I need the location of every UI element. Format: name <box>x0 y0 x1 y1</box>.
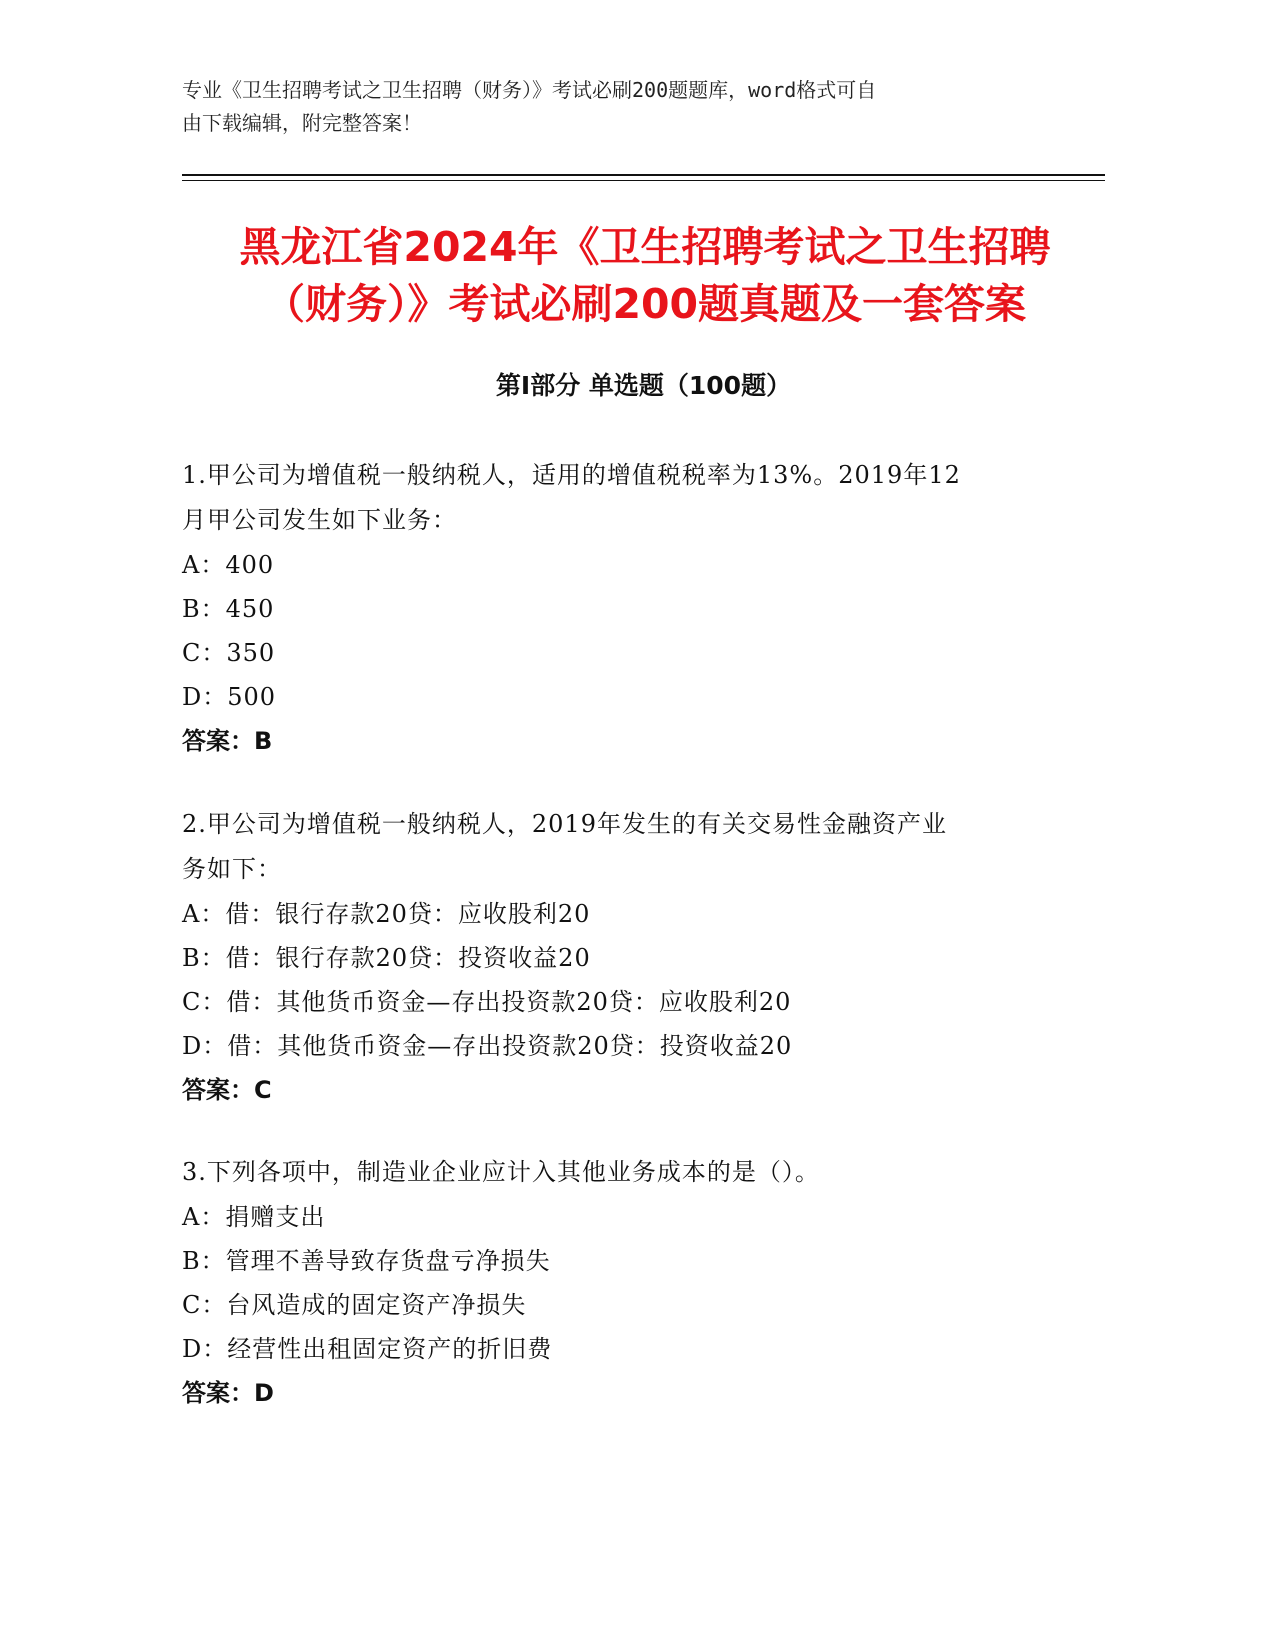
question-3-option-a: A：捐赠支出 <box>182 1203 326 1231</box>
question-2-option-d: D：借：其他货币资金—存出投资款20贷：投资收益20 <box>182 1032 793 1060</box>
intro-line-1: 专业《卫生招聘考试之卫生招聘（财务）》考试必刷200题题库，word格式可自 <box>182 78 877 102</box>
question-3-option-d: D：经营性出租固定资产的折旧费 <box>182 1335 553 1363</box>
question-2 <box>182 802 1042 1112</box>
question-1-option-a: A：400 <box>182 551 275 579</box>
question-3-stem-line-1: 3.下列各项中，制造业企业应计入其他业务成本的是（）。 <box>182 1158 820 1186</box>
document-title-line-1: 黑龙江省2024年《卫生招聘考试之卫生招聘 <box>239 223 1051 271</box>
question-1 <box>182 453 1042 763</box>
document-title-line-2: （财务）》考试必刷200题真题及一套答案 <box>263 280 1027 328</box>
intro-text <box>182 74 1082 140</box>
question-1-option-c: C：350 <box>182 639 276 667</box>
question-2-option-b: B：借：银行存款20贷：投资收益20 <box>182 944 591 972</box>
question-1-option-d: D：500 <box>182 683 277 711</box>
intro-line-2: 由下载编辑，附完整答案！ <box>182 111 422 135</box>
document-title <box>180 219 1110 333</box>
question-3-answer: 答案：D <box>182 1379 274 1407</box>
question-2-stem-line-1: 2.甲公司为增值税一般纳税人，2019年发生的有关交易性金融资产业 <box>182 810 947 838</box>
question-2-stem-line-2: 务如下： <box>182 855 282 883</box>
question-2-option-a: A：借：银行存款20贷：应收股利20 <box>182 900 591 928</box>
question-1-option-b: B：450 <box>182 595 275 623</box>
question-2-option-c: C：借：其他货币资金—存出投资款20贷：应收股利20 <box>182 988 792 1016</box>
question-1-answer: 答案：B <box>182 727 273 755</box>
section-heading: 第Ⅰ部分 单选题（100题） <box>495 371 792 400</box>
question-3-option-b: B：管理不善导致存货盘亏净损失 <box>182 1247 551 1275</box>
question-2-answer: 答案：C <box>182 1076 272 1104</box>
question-1-stem-line-1: 1.甲公司为增值税一般纳税人，适用的增值税税率为13%。2019年12 <box>182 461 961 489</box>
question-3-option-c: C：台风造成的固定资产净损失 <box>182 1291 527 1319</box>
header-divider-thin <box>182 180 1105 181</box>
question-1-stem-line-2: 月甲公司发生如下业务： <box>182 506 457 534</box>
header-divider-thick <box>182 174 1105 176</box>
question-3 <box>182 1150 1042 1415</box>
